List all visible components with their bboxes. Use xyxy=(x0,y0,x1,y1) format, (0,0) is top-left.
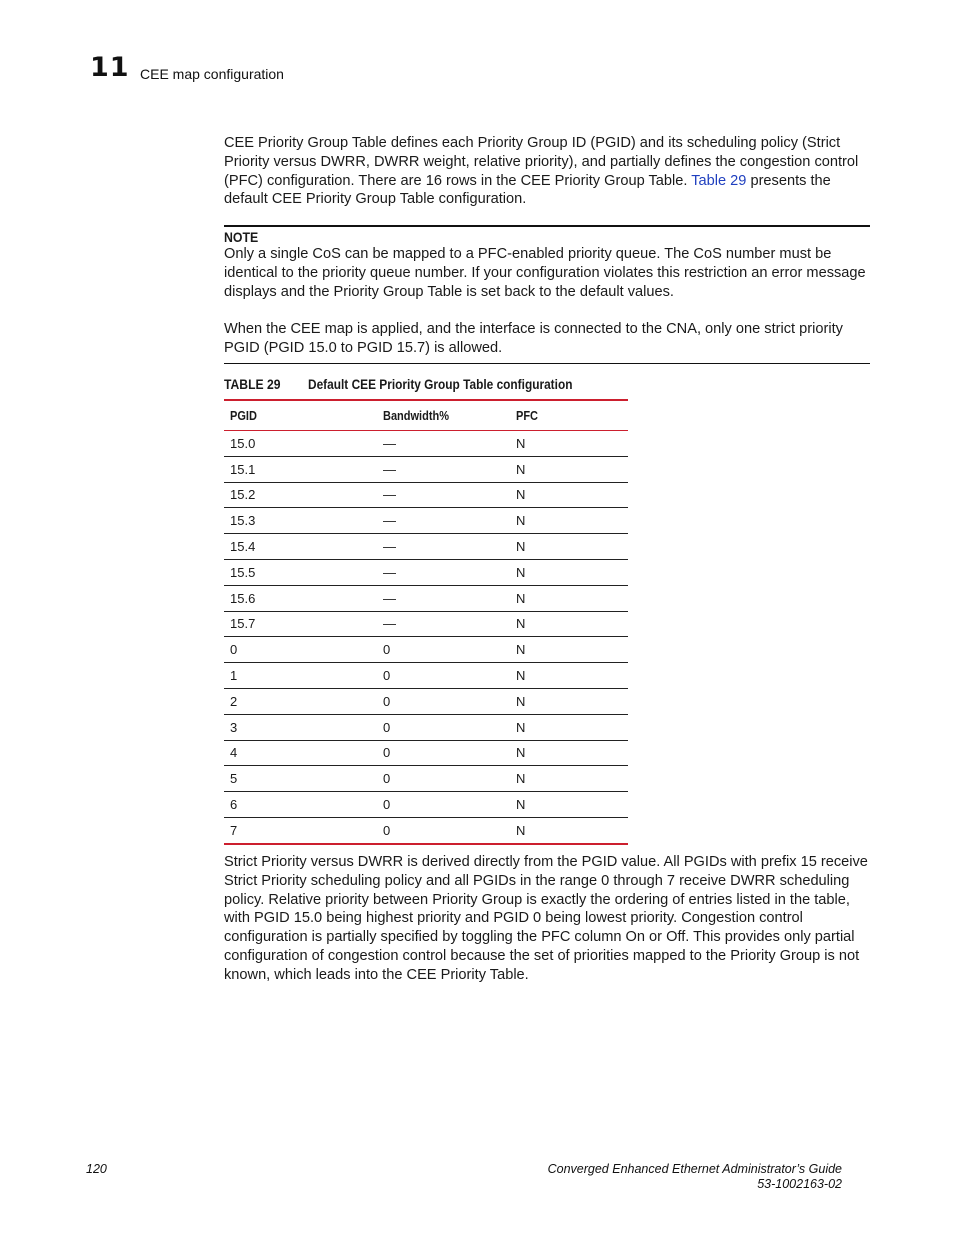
pgid-cell: 15.3 xyxy=(224,508,377,534)
pfc-cell: N xyxy=(510,637,628,663)
pfc-cell: N xyxy=(510,740,628,766)
bandwidth-cell: — xyxy=(377,534,510,560)
intro-text-start: CEE Priority Group Table defines each Priority Group ID (PGID) and its scheduling policy (Strict Priority versus DWRR, DWRR weight, relative priority), and partially defines the congestion control (PFC) configuration. There are 16 rows in the CEE Priority Group Table. xyxy=(224,135,859,189)
table-header-row xyxy=(224,400,628,431)
table-row xyxy=(224,611,628,637)
pfc-cell: N xyxy=(510,714,628,740)
table-row xyxy=(224,637,628,663)
pgid-cell: 6 xyxy=(224,792,377,818)
pfc-cell: N xyxy=(510,508,628,534)
bandwidth-cell: — xyxy=(377,431,510,457)
note-paragraph-1: Only a single CoS can be mapped to a PFC-enabled priority queue. The CoS number must be identical to the priority queue number. If your configuration violates this restriction an error message displays and the Priority Group Table is set back to the default values. xyxy=(224,246,866,300)
table-label: TABLE 29 xyxy=(224,377,281,392)
bandwidth-cell: — xyxy=(377,585,510,611)
bandwidth-cell: 0 xyxy=(377,714,510,740)
pfc-cell: N xyxy=(510,766,628,792)
column-header-pfc: PFC xyxy=(510,400,628,431)
table-row xyxy=(224,559,628,585)
bandwidth-cell: 0 xyxy=(377,637,510,663)
bandwidth-cell: — xyxy=(377,482,510,508)
pfc-cell: N xyxy=(510,792,628,818)
pgid-cell: 15.6 xyxy=(224,585,377,611)
page-number: 120 xyxy=(86,1162,107,1176)
document-title: Converged Enhanced Ethernet Administrator’s Guide xyxy=(547,1162,842,1176)
pfc-cell: N xyxy=(510,456,628,482)
pfc-cell: N xyxy=(510,482,628,508)
pfc-cell: N xyxy=(510,431,628,457)
pfc-cell: N xyxy=(510,663,628,689)
pgid-cell: 15.0 xyxy=(224,431,377,457)
table-row xyxy=(224,534,628,560)
table-title: Default CEE Priority Group Table configuration xyxy=(308,377,573,392)
section-title: CEE map configuration xyxy=(140,66,284,82)
table-caption xyxy=(224,377,573,392)
table-row xyxy=(224,663,628,689)
pgid-cell: 15.1 xyxy=(224,456,377,482)
bandwidth-cell: — xyxy=(377,508,510,534)
bandwidth-cell: 0 xyxy=(377,688,510,714)
table-row xyxy=(224,817,628,843)
bandwidth-cell: 0 xyxy=(377,766,510,792)
bandwidth-cell: — xyxy=(377,611,510,637)
column-header-pgid: PGID xyxy=(224,400,377,431)
column-header-bandwidth: Bandwidth% xyxy=(377,400,510,431)
bandwidth-cell: — xyxy=(377,559,510,585)
table-row xyxy=(224,740,628,766)
pfc-cell: N xyxy=(510,559,628,585)
pgid-cell: 15.2 xyxy=(224,482,377,508)
pfc-cell: N xyxy=(510,688,628,714)
intro-text-end: presents the default CEE Priority Group Table configuration. xyxy=(224,172,831,208)
pfc-cell: N xyxy=(516,822,526,838)
pgid-cell: 1 xyxy=(224,663,377,689)
pgid-cell: 7 xyxy=(230,822,238,838)
pfc-cell: N xyxy=(510,585,628,611)
pgid-cell: 3 xyxy=(224,714,377,740)
note-label: NOTE xyxy=(224,229,259,245)
pgid-cell: 0 xyxy=(224,637,377,663)
document-number: 53-1002163-02 xyxy=(757,1177,842,1191)
bandwidth-cell: 0 xyxy=(377,792,510,818)
pgid-cell: 5 xyxy=(224,766,377,792)
pgid-cell: 2 xyxy=(224,688,377,714)
pgid-cell: 15.5 xyxy=(224,559,377,585)
priority-group-table xyxy=(224,399,628,845)
bandwidth-cell: 0 xyxy=(383,822,391,838)
table-row xyxy=(224,431,628,457)
pgid-cell: 15.4 xyxy=(224,534,377,560)
table-row xyxy=(224,456,628,482)
table-row xyxy=(224,508,628,534)
table-row xyxy=(224,792,628,818)
table-29-link[interactable]: Table 29 xyxy=(691,172,747,189)
note-bottom-rule xyxy=(224,363,870,364)
note-top-rule xyxy=(224,225,870,227)
pgid-cell: 4 xyxy=(224,740,377,766)
pfc-cell: N xyxy=(510,611,628,637)
table-row xyxy=(224,766,628,792)
table-row xyxy=(224,688,628,714)
pfc-cell: N xyxy=(510,534,628,560)
table-row xyxy=(224,714,628,740)
table-row xyxy=(224,482,628,508)
table-row xyxy=(224,585,628,611)
bandwidth-cell: 0 xyxy=(377,740,510,766)
pgid-cell: 15.7 xyxy=(224,611,377,637)
bandwidth-cell: 0 xyxy=(377,663,510,689)
closing-paragraph: Strict Priority versus DWRR is derived directly from the PGID value. All PGIDs with prefix 15 receive Strict Priority scheduling policy and all PGIDs in the range 0 through 7 receive DWRR scheduling policy. Relative priority between Priority Group is exactly the ordering of entries listed in the table, with PGID 15.0 being highest priority and PGID 0 being lowest priority. Congestion control configuration is partially specified by toggling the PFC column On or Off. This provides only partial configuration of congestion control because the set of priorities mapped to the Priority Group is not known, which leads into the CEE Priority Table. xyxy=(224,854,868,983)
bandwidth-cell: — xyxy=(377,456,510,482)
chapter-number: 11 xyxy=(90,52,130,83)
intro-paragraph xyxy=(224,134,872,209)
note-paragraph-2: When the CEE map is applied, and the interface is connected to the CNA, only one strict priority PGID (PGID 15.0 to PGID 15.7) is allowed. xyxy=(224,321,843,356)
